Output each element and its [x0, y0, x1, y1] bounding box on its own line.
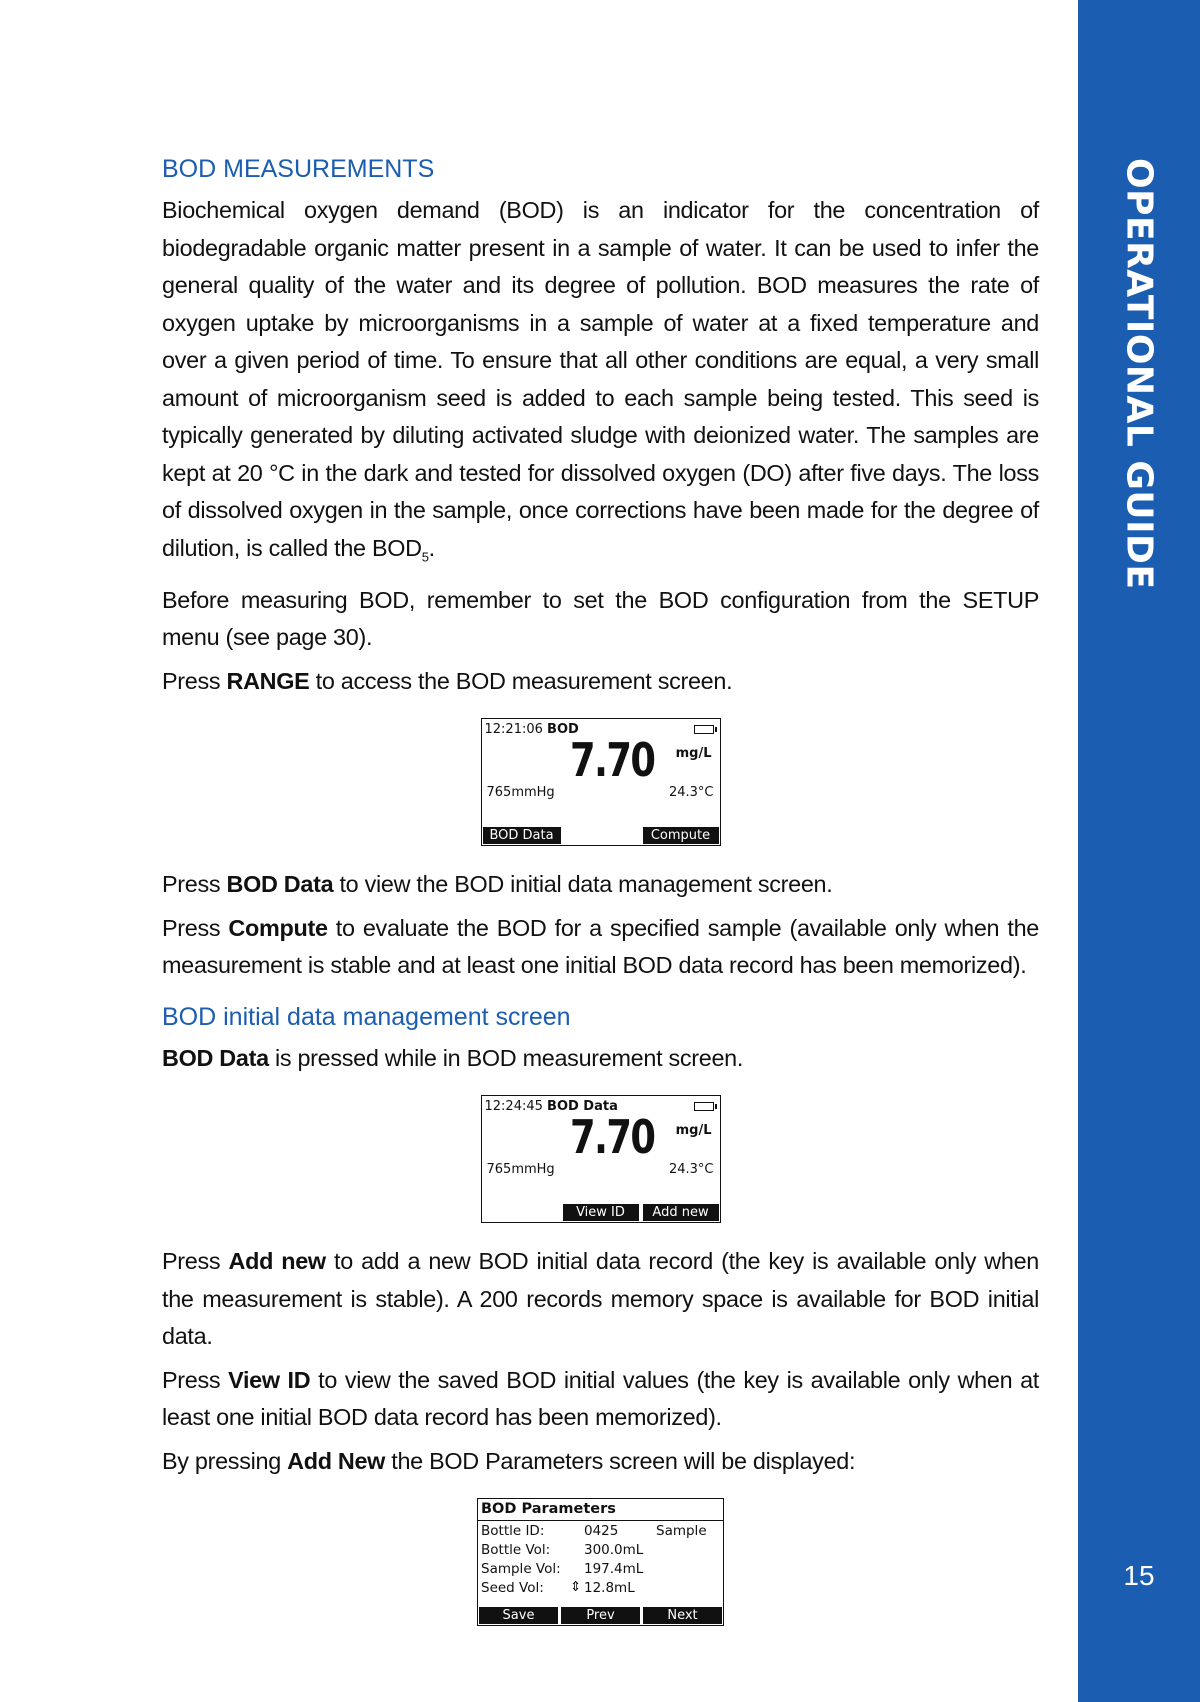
- lcd-mode: BOD: [547, 722, 579, 738]
- bod-data-instruction: Press BOD Data to view the BOD initial data management screen.: [162, 871, 833, 898]
- lcd-bod-measurement-screen: [481, 718, 721, 846]
- softkey-save[interactable]: Save: [479, 1607, 558, 1624]
- lcd-title: BOD Parameters: [481, 1501, 616, 1518]
- softkey-prev[interactable]: Prev: [561, 1607, 640, 1624]
- lcd-reading: 7.70: [569, 733, 654, 788]
- add-new-instruction: Press Add new to add a new BOD initial data record (the key is available only when the measurement is stable). A 200 records memory space is available for BOD initial data.: [162, 1248, 1039, 1350]
- page-content: [162, 155, 1039, 1626]
- lcd-bottle-type: Sample: [656, 1523, 707, 1540]
- bod-intro-paragraph: Biochemical oxygen demand (BOD) is an indicator for the concentration of biodegradable organic matter present in a sample of water. It can be used to infer the general quality of the water and its degree of pollution. BOD measures the rate of oxygen uptake by microorganisms in a sample of water at a fixed temperature and over a given period of time. To ensure that all other conditions are equal, a very small amount of microorganism seed is added to each sample being tested. This seed is typically generated by diluting activated sludge with deionized water. The samples are kept at 20 °C in the dark and tested for dissolved oxygen (DO) after five days. The loss of dissolved oxygen in the sample, once corrections have been made for the degree of dilution, is called the $BOD_5$.: [162, 197, 1039, 565]
- view-id-instruction: Press View ID to view the saved BOD initial values (the key is available only when at least one initial BOD data record has been memorized).: [162, 1366, 1039, 1431]
- lcd-time: 12:21:06: [484, 722, 543, 738]
- add-new-parameters-instruction: By pressing Add New the BOD Parameters screen will be displayed:: [162, 1447, 856, 1474]
- softkey-compute[interactable]: Compute: [643, 827, 719, 844]
- compute-instruction: Press Compute to evaluate the BOD for a specified sample (available only when the measurement is stable and at least one initial BOD data record has been memorized).: [162, 914, 1039, 979]
- lcd-pressure: 765mmHg: [486, 785, 555, 801]
- lcd-seed-vol: 12.8mL: [584, 1580, 635, 1597]
- lcd-bottle-vol: 300.0mL: [584, 1542, 644, 1559]
- lcd-bottle-id-label: Bottle ID:: [481, 1523, 545, 1540]
- softkey-bod-data[interactable]: BOD Data: [483, 827, 561, 844]
- lcd-bottle-id: 0425: [584, 1523, 619, 1540]
- setup-note: Before measuring BOD, remember to set the BOD configuration from the SETUP menu (see page 30).: [162, 586, 1039, 651]
- lcd-time: 12:24:45: [484, 1099, 543, 1115]
- softkey-view-id[interactable]: View ID: [563, 1204, 639, 1221]
- lcd-temperature: 24.3°C: [668, 1162, 714, 1178]
- lcd-bod-data-screen: [481, 1095, 721, 1223]
- lcd-unit: mg/L: [675, 746, 712, 762]
- battery-icon: [694, 1102, 714, 1111]
- section-heading-bod-measurements: BOD MEASUREMENTS: [162, 155, 435, 183]
- battery-icon: [694, 725, 714, 734]
- lcd-sample-vol: 197.4mL: [584, 1561, 644, 1578]
- range-instruction: Press RANGE to access the BOD measurement screen.: [162, 667, 733, 694]
- lcd-sample-vol-label: Sample Vol:: [481, 1561, 561, 1578]
- section-tab-title: OPERATIONAL GUIDE: [1118, 158, 1160, 590]
- lcd-bottle-vol-label: Bottle Vol:: [481, 1542, 551, 1559]
- lcd-reading: 7.70: [569, 1110, 654, 1165]
- page-number: 15: [1123, 1560, 1155, 1591]
- lcd-mode: BOD Data: [547, 1099, 618, 1115]
- lcd-seed-vol-label: Seed Vol:: [481, 1580, 544, 1597]
- up-down-arrow-icon: ⇕: [570, 1579, 582, 1596]
- lcd-bod-parameters-screen: [477, 1498, 724, 1626]
- lcd-pressure: 765mmHg: [486, 1162, 555, 1178]
- softkey-add-new[interactable]: Add new: [643, 1204, 719, 1221]
- bod-data-intro: BOD Data is pressed while in BOD measurement screen.: [162, 1044, 744, 1071]
- lcd-unit: mg/L: [675, 1123, 712, 1139]
- section-heading-bod-initial-data: BOD initial data management screen: [162, 1002, 571, 1031]
- softkey-next[interactable]: Next: [643, 1607, 722, 1624]
- lcd-temperature: 24.3°C: [668, 785, 714, 801]
